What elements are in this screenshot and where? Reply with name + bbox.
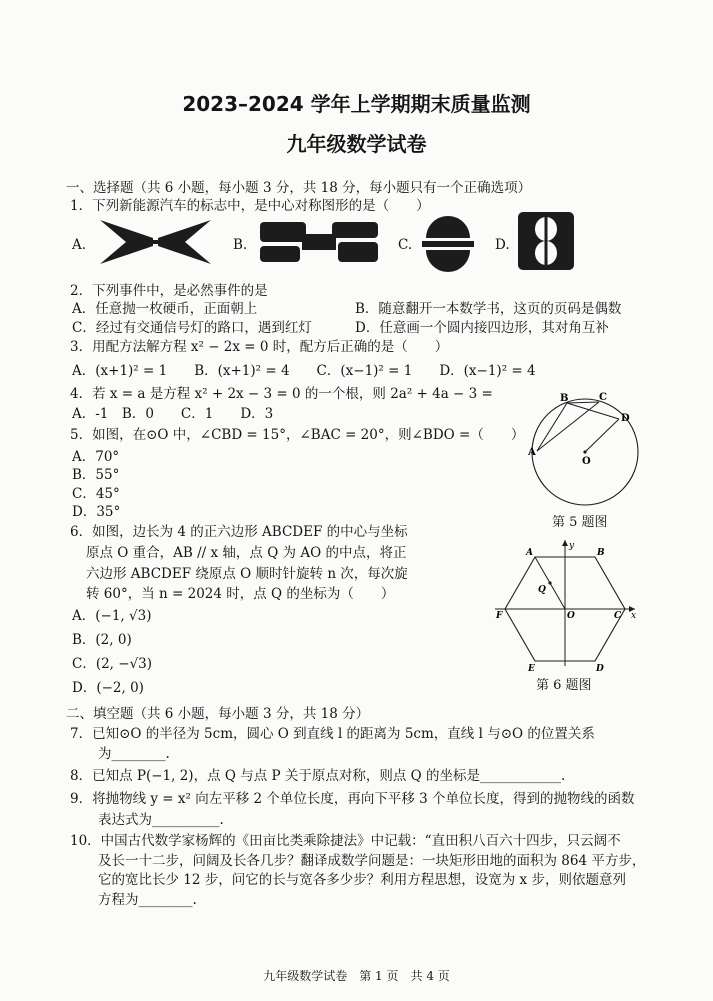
q4-stem: 4．若 x = a 是方程 x² + 2x − 3 = 0 的一个根，则 2a² + 4a − 3 =	[70, 386, 493, 402]
q9-line2: 表达式为__________.	[98, 812, 224, 828]
q6-option-c: C．(2, −√3)	[72, 656, 153, 672]
q5-label-o: O	[582, 456, 591, 467]
q10-line1: 10．中国古代数学家杨辉的《田亩比类乘除捷法》中记载：“直田积八百六十四步，只云阔不	[70, 833, 621, 849]
q6-line4: 转 60°，当 n = 2024 时，点 Q 的坐标为（ ）	[86, 586, 395, 602]
q7-line1: 7．已知⊙O 的半径为 5cm，圆心 O 到直线 l 的距离为 5cm，直线 l 与⊙O 的位置关系	[70, 726, 595, 742]
exam-title: 2023–2024 学年上学期期末质量监测	[182, 92, 531, 116]
split-circle-logo-icon	[420, 218, 476, 268]
q6-label-x: x	[631, 611, 637, 621]
q5-option-a: A．70°	[72, 449, 120, 465]
q6-label-q: Q	[538, 585, 546, 595]
q5-option-c: C．45°	[72, 486, 120, 502]
q6-option-b: B．(2, 0)	[72, 632, 132, 648]
q6-label-e: E	[528, 664, 535, 674]
q1-option-d: D.	[495, 237, 510, 253]
q2-option-d: D．任意画一个圆内接四边形，其对角互补	[355, 320, 609, 336]
q9-line1: 9．将抛物线 y = x² 向左平移 2 个单位长度，再向下平移 3 个单位长度，得到的抛物线的函数	[70, 791, 635, 807]
q10-line3: 它的宽比长少 12 步，问它的长与宽各多少步？利用方程思想，设宽为 x 步，则依题意列	[98, 872, 626, 888]
q5-label-a: A	[528, 447, 536, 458]
q5-label-c: C	[599, 392, 607, 403]
q8-line1: 8．已知点 P(−1, 2)，点 Q 与点 P 关于原点对称，则点 Q 的坐标是____________.	[70, 768, 566, 784]
bowtie-arrows-logo-icon	[98, 218, 213, 266]
q1-option-c: C.	[398, 237, 413, 253]
q6-hexagon-figure	[495, 538, 645, 673]
q3-stem: 3．用配方法解方程 x² − 2x = 0 时，配方后正确的是（ ）	[70, 339, 449, 355]
q2-stem: 2．下列事件中，是必然事件的是	[70, 283, 268, 299]
figure-eight-logo-icon	[518, 212, 574, 270]
page-footer: 九年级数学试卷 第 1 页 共 4 页	[263, 969, 450, 983]
q2-option-c: C．经过有交通信号灯的路口，遇到红灯	[72, 320, 312, 336]
q7-line2: 为________.	[98, 746, 170, 762]
q5-stem: 5．如图，在⊙O 中，∠CBD = 15°，∠BAC = 20°，则∠BDO =（ ）	[70, 427, 525, 443]
q6-option-a: A．(−1, √3)	[72, 608, 152, 624]
q3-options: A．(x+1)² = 1 B．(x+1)² = 4 C．(x−1)² = 1 D．(x−1)² = 4	[72, 363, 536, 379]
q6-label-y: y	[569, 541, 575, 551]
q1-option-b: B.	[233, 237, 248, 253]
interlocking-blocks-logo-icon	[258, 218, 380, 266]
q6-label-d: D	[596, 664, 604, 674]
q5-caption: 第 5 题图	[552, 515, 608, 530]
q5-label-b: B	[560, 393, 569, 404]
q1-option-a: A.	[72, 237, 87, 253]
q6-label-b: B	[597, 548, 605, 558]
q10-line2: 及长一十二步，问阔及长各几步？翻译成数学问题是：一块矩形田地的面积为 864 平方步，	[98, 853, 646, 869]
q5-option-b: B．55°	[72, 467, 120, 483]
q2-option-b: B．随意翻开一本数学书，这页的页码是偶数	[355, 301, 622, 317]
exam-subtitle: 九年级数学试卷	[286, 132, 427, 156]
section1-header: 一、选择题（共 6 小题，每小题 3 分，共 18 分，每小题只有一个正确选项）	[66, 180, 532, 196]
q4-options: A．-1 B．0 C．1 D．3	[72, 406, 274, 422]
q6-option-d: D．(−2, 0)	[72, 680, 144, 696]
q6-caption: 第 6 题图	[536, 678, 592, 693]
q6-label-a: A	[526, 548, 533, 558]
q10-line4: 方程为________.	[98, 892, 197, 908]
q6-line1: 6．如图，边长为 4 的正六边形 ABCDEF 的中心与坐标	[70, 524, 408, 540]
q6-label-c: C	[614, 611, 622, 621]
q6-label-f: F	[496, 611, 503, 621]
q6-label-o: O	[567, 611, 575, 621]
q6-line3: 六边形 ABCDEF 绕原点 O 顺时针旋转 n 次，每次旋	[86, 566, 408, 582]
q2-option-a: A．任意抛一枚硬币，正面朝上	[72, 301, 258, 317]
q5-label-d: D	[621, 413, 630, 424]
q6-line2: 原点 O 重合，AB // x 轴，点 Q 为 AO 的中点，将正	[86, 545, 407, 561]
section2-header: 二、填空题（共 6 小题，每小题 3 分，共 18 分）	[66, 706, 370, 722]
q5-option-d: D．35°	[72, 504, 121, 520]
q1-stem: 1．下列新能源汽车的标志中，是中心对称图形的是（ ）	[70, 198, 430, 214]
q5-circle-figure	[525, 392, 645, 510]
